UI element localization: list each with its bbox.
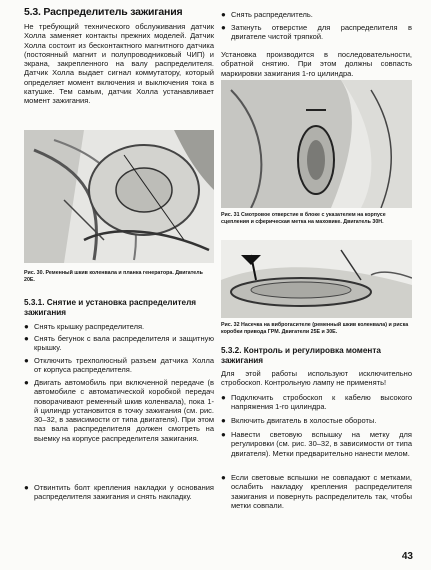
page-number: 43 [401, 551, 413, 562]
figure-30-photo [24, 130, 214, 263]
list-item: ● Навести световую вспышку на метку для регулировки (см. рис. 30–32, в зависимости от типа двигателя). Метки предварительно нанести мелом. [221, 430, 412, 458]
figure-31-caption: Рис. 31 Смотровое отверстие в блоке с указателем на корпусе сцепления и сферическая метка на маховике. Двигатель 30Н. [221, 212, 386, 225]
intro-paragraph: Не требующий технического обслуживания датчик Холла заменяет контакты прежних моделей. Датчик Холла состоит из бесконтактного магнитного датчика (постоянный магнит и полупроводниковый ЧИП) и экрана, закрепленного на валу распределителя. Датчик Холла выдает сигнал коммутатору, который определяет момент включения и выключения тока в катушке. Тем самым, датчик Холла устанавливает момент зажигания. [24, 22, 214, 106]
adjust-paragraph: Для этой работы используют исключительно стробоскоп. Контрольную лампу не применять! [221, 369, 412, 388]
subsection-title-removal: 5.3.1. Снятие и установка распределителя зажигания [24, 298, 197, 317]
figure-32-photo [221, 240, 412, 318]
list-item: ● Отключить трехполюсный разъем датчика Холла от корпуса распределителя. [24, 356, 214, 375]
list-item: ● Снять распределитель. [221, 10, 412, 19]
figure-31-photo [221, 80, 412, 208]
install-paragraph: Установка производится в последовательности, обратной снятию. При этом должны совпасть маркировки зажигания 1-го цилиндра. [221, 50, 412, 78]
list-item: ● Если световые вспышки не совпадают с метками, ослабить накладку крепления распределителя зажигания и повернуть распределитель так, чтобы метки совпали. [221, 473, 412, 510]
figure-32-caption: Рис. 32 Насечка на виброгасителе (ременный шкив коленвала) и риска коробки привода ГРМ. Двигатели 25Е и 30Е. [221, 322, 409, 335]
list-item: ● Двигать автомобиль при включенной передаче (в автомобиле с автоматической коробкой передач поворачивают ременный шкив коленвала), пока 1-й цилиндр установится в точку зажигания (см. рис. 30–32, в зависимости от типа двигателя). При этом паз вала распределителя должен смотреть на выемку на корпусе распределителя зажигания. [24, 378, 214, 443]
list-item: ● Подключить стробоскоп к кабелю высокого напряжения 1-го цилиндра. [221, 393, 412, 412]
figure-30-caption: Рис. 30. Ременный шкив коленвала и планка генератора. Двигатель 20Е. [24, 270, 203, 283]
list-item: ● Отвинтить болт крепления накладки у основания распределителя зажигания и снять накладку. [24, 483, 214, 502]
list-item: ● Снять бегунок с вала распределителя и защитную крышку. [24, 334, 214, 353]
list-item: ● Заткнуть отверстие для распределителя в двигателе чистой тряпкой. [221, 23, 412, 42]
subsection-title-adjust: 5.3.2. Контроль и регулировка момента зажигания [221, 346, 381, 365]
list-item: ● Снять крышку распределителя. [24, 322, 214, 331]
section-title: 5.3. Распределитель зажигания [24, 6, 183, 18]
list-item: ● Включить двигатель в холостые обороты. [221, 416, 412, 425]
